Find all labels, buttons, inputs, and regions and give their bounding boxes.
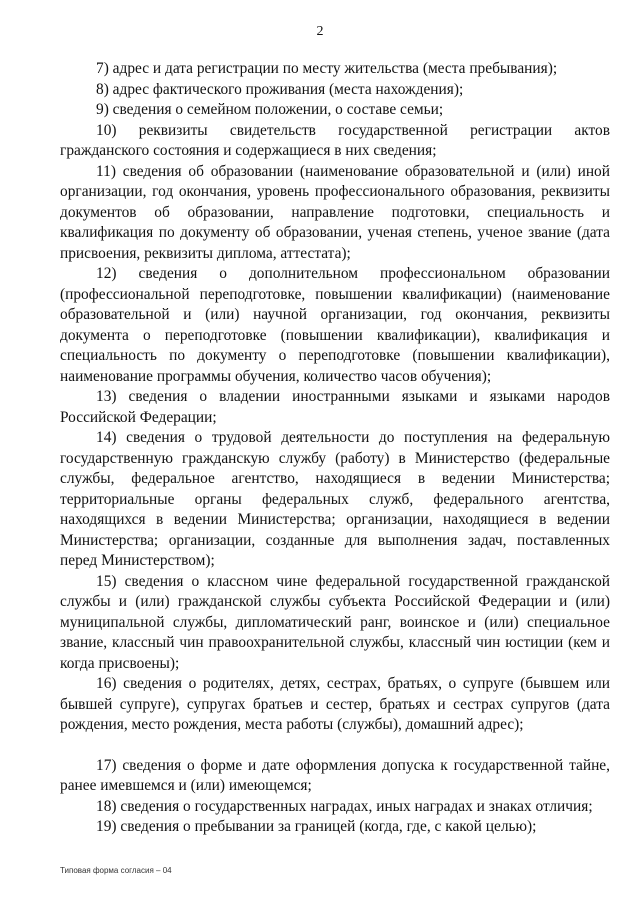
document-body (60, 59, 610, 838)
list-item-10: 10) реквизиты свидетельств государственной регистрации актов гражданского состояния и содержащиеся в них сведения; (60, 121, 610, 159)
list-item-9: 9) сведения о семейном положении, о составе семьи; (96, 101, 444, 118)
list-item-19: 19) сведения о пребывании за границей (когда, где, с какой целью); (96, 818, 537, 835)
list-item-8: 8) адрес фактического проживания (места нахождения); (96, 80, 464, 98)
list-item-18: 18) сведения о государственных наградах, иных наградах и знаках отличия; (96, 797, 593, 815)
list-item-15: 15) сведения о классном чине федеральной государственной гражданской службы и (или) гражданской службы субъекта Российской Федерации и (или) муниципальной службы, дипломатический ранг, воинское и (или) специальное звание, классный чин правоохранительной службы, классный чин юстиции (кем и когда присвоены); (60, 572, 610, 672)
list-item-13: 13) сведения о владении иностранными языками и языками народов Российской Федерации; (60, 388, 610, 426)
page-number: 2 (316, 24, 324, 39)
list-item-12: 12) сведения о дополнительном профессиональном образовании (профессиональной переподготовке, повышении квалификации) (наименование образовательной и (или) научной организации, год окончания, реквизиты документа о переподготовке (повышении квалификации), квалификация и специальность по документу о переподготовке (повышении квалификации), наименование программы обучения, количество часов обучения); (60, 265, 610, 385)
list-item-11: 11) сведения об образовании (наименование образовательной и (или) иной организации, год окончания, уровень профессионального образования, реквизиты документов об образовании, направление подготовки, специальность и квалификация по документу об образовании, ученая степень, ученое звание (дата присвоения, реквизиты диплома, аттестата); (60, 162, 610, 262)
form-footer-label: Типовая форма согласия – 04 (60, 866, 172, 875)
list-item-16: 16) сведения о родителях, детях, сестрах, братьях, о супруге (бывшем или бывшей супруге), супругах братьев и сестер, братьях и сестрах супругов (дата рождения, место рождения, места работы (службы), домашний адрес); (60, 675, 610, 733)
list-item-17: 17) сведения о форме и дате оформления допуска к государственной тайне, ранее имевшемся и (или) имеющемся; (60, 756, 610, 794)
list-item-14: 14) сведения о трудовой деятельности до поступления на федеральную государственную гражданскую службу (работу) в Министерство (федеральные службы, федеральное агентство, находящиеся в ведении Министерства; территориальные органы федеральных служб, федерального агентства, находящихся в ведении Министерства; организации, находящиеся в ведении Министерства; организации, созданные для выполнения задач, поставленных перед Министерством); (60, 429, 610, 569)
list-item-7: 7) адрес и дата регистрации по месту жительства (места пребывания); (96, 60, 558, 77)
